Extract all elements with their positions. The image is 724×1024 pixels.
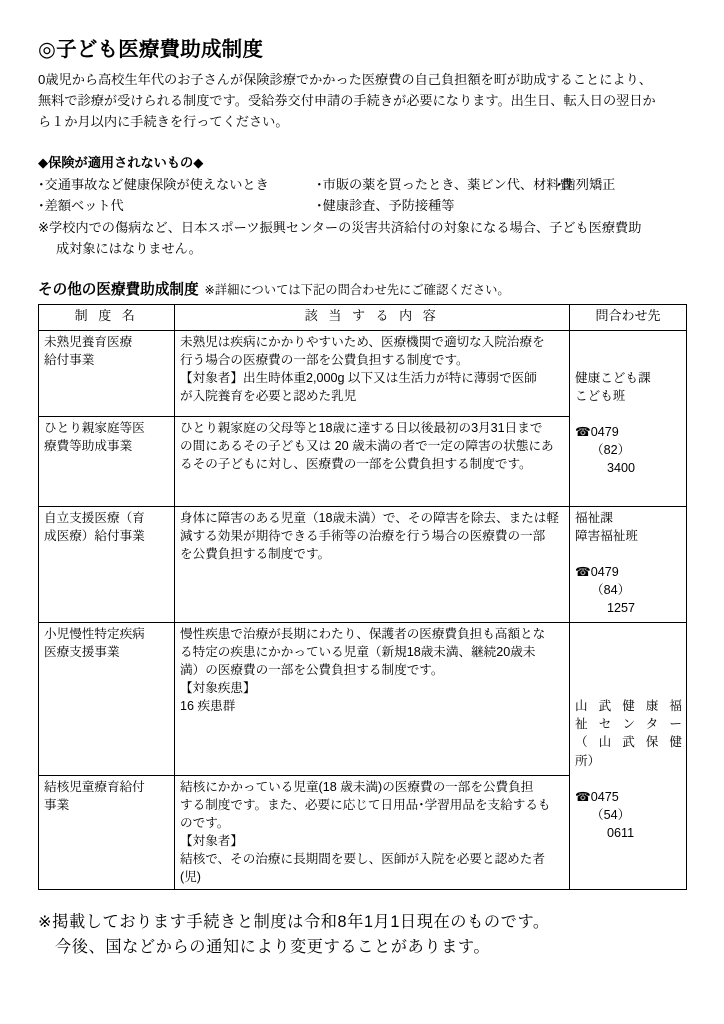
program-name-line: 医療支援事業 [44,644,120,659]
contact-phone-mid: （84） [591,583,631,598]
program-content-line: 行う場合の医療費の一部を公費負担する制度です。 [180,352,469,367]
program-content-line: るその子どもに対し、医療費の一部を公費負担する制度です。 [180,456,532,471]
program-content-line: のです。 [180,815,230,830]
exclusion-item: ･歯列矯正 [556,177,616,193]
contact-phone-area: 0479 [590,564,619,579]
table-row [39,622,687,775]
contact-phone [575,423,682,441]
exclusion-item: ･交通事故など健康保険が使えないとき [38,177,269,193]
contact-office-line: （山武保健 [575,735,682,750]
program-content-line: 結核で、その治療に長期間を要し、医師が入院を必要と認めた者 [180,852,545,867]
program-content-line: 【対象疾患】 [180,680,256,695]
table-row [39,330,687,416]
program-name-line: 給付事業 [44,352,95,367]
intro-line: ら１か月以内に手続きを行ってください。 [38,114,289,130]
spacer [575,679,682,697]
table-section-heading [38,278,688,299]
contact-cell [570,330,687,506]
footer-line: ※掲載しております手続きと制度は令和8年1月1日現在のものです。 [38,912,550,931]
program-content-line: が入院養育を必要と認めた乳児 [180,388,357,403]
exclusions-note-line: ※学校内での傷病など、日本スポーツ振興センターの災害共済給付の対象になる場合、子ども医療費助 [38,219,642,235]
column-header-content: 該 当 す る 内 容 [175,304,570,330]
contact-phone [575,788,682,806]
exclusion-item: ･差額ベット代 [38,198,124,214]
contact-cell [570,506,687,622]
program-name-line: 自立支援医療（育 [44,510,145,525]
program-content-line: 満）の医療費の一部を公費負担する制度です。 [180,662,444,677]
footer-note [38,910,688,960]
program-content-cell [175,416,570,506]
contact-office-line: 山武健康福 [575,699,682,714]
program-content-line: 未熟児は疾病にかかりやすいため、医療機関で適切な入院治療を [180,334,545,349]
column-header-name: 制 度 名 [39,304,175,330]
footer-line: 今後、国などからの通知により変更することがあります。 [55,937,491,956]
program-content-line: る特定の疾患にかかっている児童（新規18歳未満、継続20歳未 [180,644,536,659]
contact-phone-last: 1257 [607,601,636,616]
exclusions-heading: ◆保険が適用されないもの◆ [38,154,204,170]
program-content-line: を公費負担する制度です。 [180,546,331,561]
exclusion-item: ･健康診査、予防接種等 [316,198,455,214]
program-name-cell [39,330,175,416]
contact-phone-mid: （82） [591,443,631,458]
spacer [575,770,682,788]
program-name-cell [39,506,175,622]
program-content-line: ひとり親家庭の父母等と18歳に達する日以後最初の3月31日まで [180,420,543,435]
contact-office-line: 障害福祉班 [575,528,638,543]
program-content-line: 結核にかかっている児童(18 歳未満)の医療費の一部を公費負担 [180,779,534,794]
spacer [575,661,682,679]
program-content-line: の間にあるその子ども又は 20 歳未満の者で一定の障害の状態にあ [180,438,554,453]
program-content-line: 減する効果が期待できる手術等の治療を行う場合の医療費の一部 [180,528,546,543]
exclusions-row [38,195,688,216]
contact-office-line: 祉センター [575,717,682,732]
table-row [39,506,687,622]
program-name-cell [39,416,175,506]
telephone-icon: ☎ [575,789,591,804]
program-content-cell [175,622,570,775]
program-content-cell [175,775,570,889]
program-content-line: 【対象者】 [180,833,243,848]
column-header-contact: 問合わせ先 [570,304,687,330]
program-content-line: 身体に障害のある児童（18歳未満）で、その障害を除去、または軽 [180,510,559,525]
contact-phone [575,563,682,581]
spacer [575,405,682,423]
contact-office-line: 所） [575,753,601,768]
contact-phone-area: 0475 [590,789,619,804]
program-content-line: (児) [180,870,201,885]
exclusions-note-line: 成対象にはなりません。 [56,241,202,257]
intro-line: 0歳児から高校生年代のお子さんが保険診療でかかった医療費の自己負担額を町が助成することにより、 [38,71,652,87]
program-name-cell [39,775,175,889]
program-name-line: 事業 [44,797,70,812]
program-content-line: する制度です。また、必要に応じて日用品･学習用品を支給するも [180,797,551,812]
spacer [575,643,682,661]
program-name-line: 未熟児養育医療 [44,334,133,349]
intro-line: 無料で診療が受けられる制度です。受給券交付申請の手続きが必要になります。出生日、転入日の翌日か [38,92,656,108]
exclusion-item: ･市販の薬を買ったとき、薬ビン代、材料費 [316,177,573,193]
contact-cell [570,622,687,889]
exclusions-row [38,174,688,195]
programs-table [38,304,687,890]
program-content-line: 慢性疾患で治療が長期にわたり、保護者の医療費負担も高額とな [180,626,546,641]
spacer [575,545,682,563]
contact-office-line: こども班 [575,388,626,403]
spacer [575,351,682,369]
spacer [575,625,682,643]
table-section-subtitle: ※詳細については下記の問合わせ先にご確認ください。 [204,282,510,297]
program-content-cell [175,330,570,416]
intro-paragraph [38,69,688,133]
program-content-line: 16 疾患群 [180,699,236,714]
page-title: ◎子ども医療費助成制度 [38,38,264,61]
telephone-icon: ☎ [575,564,591,579]
contact-phone-area: 0479 [590,425,619,440]
contact-phone-mid: （54） [591,807,631,822]
program-name-line: 療費等助成事業 [44,438,133,453]
contact-office-line: 福祉課 [575,510,613,525]
program-name-line: ひとり親家庭等医 [44,420,145,435]
telephone-icon: ☎ [575,425,591,440]
contact-phone-last: 3400 [607,461,636,476]
table-header-row [39,304,687,330]
program-content-line: 【対象者】出生時体重2,000g 以下又は生活力が特に薄弱で医師 [180,370,537,385]
spacer [575,333,682,351]
program-name-cell [39,622,175,775]
contact-office-line: 健康こども課 [575,370,651,385]
exclusions-section [38,152,688,260]
program-name-line: 小児慢性特定疾病 [44,626,145,641]
table-section-title: その他の医療費助成制度 [38,281,199,298]
program-content-cell [175,506,570,622]
contact-phone-last: 0611 [607,826,635,841]
program-name-line: 結核児童療育給付 [44,779,145,794]
program-name-line: 成医療）給付事業 [44,528,145,543]
